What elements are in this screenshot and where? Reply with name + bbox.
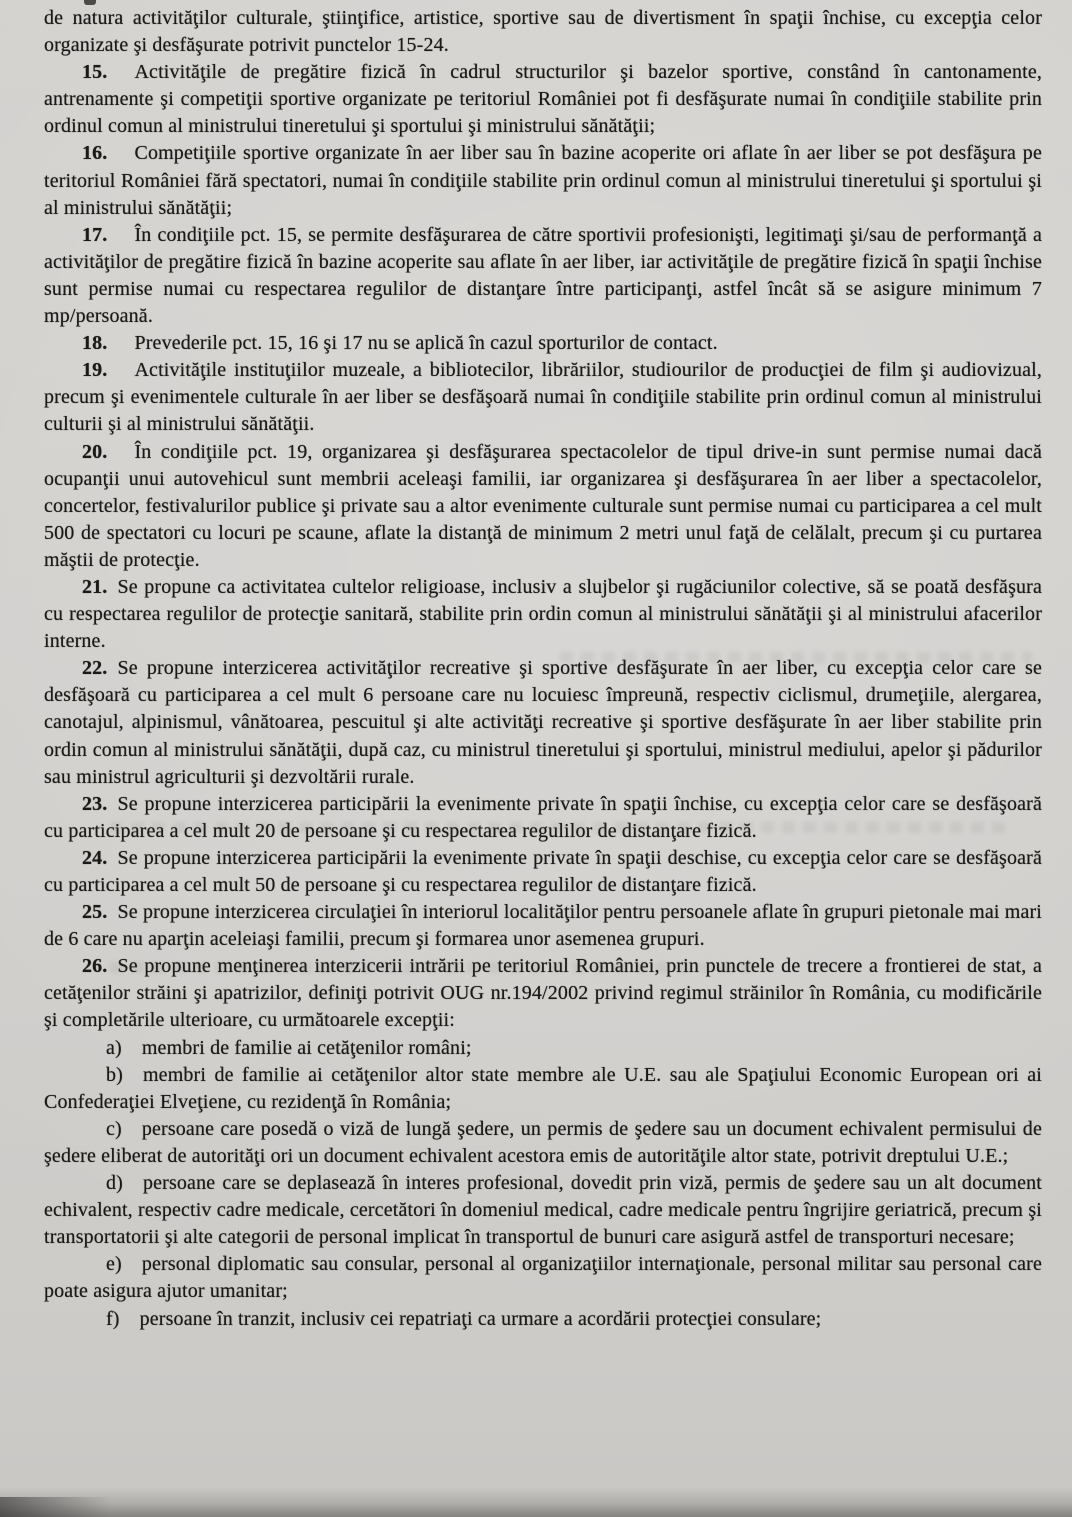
point-25 <box>44 899 1042 953</box>
point-number: 16. <box>82 142 108 165</box>
subpoint-letter: a) <box>106 1036 122 1059</box>
paragraph-text: de natura activităţilor culturale, ştiinţifice, artistice, sportive sau de divertisment în spaţii închise, cu excepţia celor organizate şi desfăşurate potrivit punctelor 15-24. <box>44 7 1042 57</box>
point-number: 22. <box>82 657 108 680</box>
scan-bottom-corner-shadow <box>0 1497 110 1517</box>
point-15 <box>44 59 1042 140</box>
point-text: Activităţile de pregătire fizică în cadrul structurilor şi bazelor sportive, constând în cantonamente, antrenamente şi competiţii sportive organizate pe teritoriul României pot fi desfăşurate numai în condiţiile stabilite prin ordinul comun al ministrului tineretului şi sportului şi ministrului sănătăţii; <box>44 61 1042 138</box>
point-19 <box>44 357 1042 438</box>
point-number: 18. <box>82 332 108 355</box>
document-text-block <box>44 5 1042 1333</box>
point-16 <box>44 140 1042 221</box>
point-26 <box>44 953 1042 1034</box>
point-20 <box>44 439 1042 574</box>
subpoint-text: membri de familie ai cetăţenilor români; <box>141 1036 472 1059</box>
point-number: 24. <box>82 846 108 869</box>
subpoint-letter: c) <box>106 1117 122 1140</box>
subpoint-letter: e) <box>106 1253 122 1276</box>
subpoint-e <box>44 1251 1042 1305</box>
subpoint-text: persoane care posedă o viză de lungă şedere, un permis de şedere sau un document echivalent permisului de şedere eliberat de autorităţi ori un document echivalent acestora emis de autorităţile altor state, potrivit dreptului U.E.; <box>44 1117 1042 1167</box>
point-number: 21. <box>82 575 108 598</box>
point-24 <box>44 845 1042 899</box>
subpoint-letter: f) <box>106 1307 120 1330</box>
point-text: În condiţiile pct. 19, organizarea şi desfăşurarea spectacolelor de tipul drive-in sunt permise numai dacă ocupanţii unui autovehicul sunt membrii aceleaşi familii, iar organizarea şi desfăşurarea în aer liber a spectacolelor, concertelor, festivalurilor publice şi private sau a altor evenimente culturale sunt permise numai cu participarea a cel mult 500 de spectatori cu locuri pe scaune, aflate la distanţă de minimum 2 metri unul faţă de celălalt, precum şi cu purtarea măştii de protecţie. <box>44 440 1042 571</box>
point-text: Se propune menţinerea interzicerii intrării pe teritoriul României, prin punctele de trecere a frontierei de stat, a cetăţenilor străini şi apatrizilor, definiţi potrivit OUG nr.194/2002 privind regimul străinilor în România, cu modificările şi completările ulterioare, cu următoarele excepţii: <box>44 955 1042 1032</box>
point-number: 25. <box>82 901 108 924</box>
point-text: Se propune ca activitatea cultelor religioase, inclusiv a slujbelor şi rugăciunilor colective, să se poată desfăşura cu respectarea regulilor de protecţie sanitară, stabilite prin ordin comun al ministrului sănătăţii şi al ministrului afacerilor interne. <box>44 575 1042 653</box>
point-number: 26. <box>82 955 108 978</box>
point-23 <box>44 791 1042 845</box>
subpoint-d <box>44 1170 1042 1251</box>
paragraph-continuation <box>44 5 1042 59</box>
subpoint-text: persoane care se deplasează în interes profesional, dovedit prin viză, permis de şedere sau un alt document echivalent, respectiv cadre medicale, cercetători în domeniul medical, cadre medicale pentru îngrijire geriatrică, precum şi transportatorii şi alte categorii de personal implicat în transportul de bunuri care asigură astfel de transporturi necesare; <box>44 1172 1042 1249</box>
point-number: 17. <box>82 223 108 246</box>
point-18 <box>44 330 1042 357</box>
scan-bottom-shadow <box>0 1487 1072 1517</box>
point-number: 15. <box>82 61 108 84</box>
point-22 <box>44 655 1042 790</box>
point-text: Se propune interzicerea circulaţiei în interiorul localităţilor pentru persoanele aflate în grupuri pietonale mai mari de 6 care nu aparţin aceleiaşi familii, precum şi formarea unor asemenea grupuri. <box>44 901 1042 951</box>
point-text: Activităţile instituţiilor muzeale, a bibliotecilor, librăriilor, studiourilor de producţiei de film şi audiovizual, precum şi evenimentele culturale în aer liber se desfăşoară numai în condiţiile stabilite prin ordinul comun al ministrului culturii şi al ministrului sănătăţii. <box>44 359 1042 436</box>
subpoint-letter: d) <box>106 1172 123 1195</box>
subpoint-a <box>44 1035 1042 1062</box>
point-text: Se propune interzicerea participării la evenimente private în spaţii închise, cu excepţia celor care se desfăşoară cu participarea a cel mult 20 de persoane şi cu respectarea regulilor de distanţare fizică. <box>44 792 1042 842</box>
subpoint-c <box>44 1116 1042 1170</box>
point-text: Se propune interzicerea participării la evenimente private în spaţii deschise, cu excepţia celor care se desfăşoară cu participarea a cel mult 50 de persoane şi cu respectarea regulilor de distanţare fizică. <box>44 846 1042 896</box>
subpoint-b <box>44 1062 1042 1116</box>
subpoint-text: membri de familie ai cetăţenilor altor state membre ale U.E. sau ale Spaţiului Economic European ori ai Confederaţiei Elveţiene, cu rezidenţă în România; <box>44 1063 1042 1113</box>
point-text: Prevederile pct. 15, 16 şi 17 nu se aplică în cazul sporturilor de contact. <box>134 332 718 355</box>
point-number: 19. <box>82 359 108 382</box>
point-number: 20. <box>82 440 108 463</box>
subpoint-letter: b) <box>106 1063 123 1086</box>
subpoint-f <box>44 1306 1042 1333</box>
point-17 <box>44 222 1042 330</box>
point-number: 23. <box>82 792 108 815</box>
point-text: În condiţiile pct. 15, se permite desfăşurarea de către sportivii profesionişti, legitimaţi şi/sau de performanţă a activităţilor de pregătire fizică în bazine acoperite sau aflate în aer liber, iar activităţile de pregătire fizică în spaţii închise sunt permise numai cu respectarea regulilor de distanţare între participanţi, astfel încât să se asigure minimum 7 mp/persoană. <box>44 223 1042 328</box>
point-text: Competiţiile sportive organizate în aer liber sau în bazine acoperite ori aflate în aer liber se pot desfăşura pe teritoriul României fără spectatori, numai în condiţiile stabilite prin ordinul comun al ministrului tineretului şi sportului şi al ministrului sănătăţii; <box>44 142 1042 219</box>
point-21 <box>44 574 1042 655</box>
subpoint-text: personal diplomatic sau consular, personal al organizaţiilor internaţionale, personal militar sau personal care poate asigura ajutor umanitar; <box>44 1253 1042 1303</box>
point-text: Se propune interzicerea activităţilor recreative şi sportive desfăşurate în aer liber, cu excepţia celor care se desfăşoară cu participarea a cel mult 6 persoane care nu locuiesc împreună, respectiv ciclismul, drumeţiile, alergarea, canotajul, alpinismul, vânătoarea, pescuitul şi alte activităţi recreative şi sportive desfăşurate în aer liber stabilite prin ordin comun al ministrului sănătăţii, după caz, cu ministrul tineretului şi sportului, ministrul mediului, apelor şi pădurilor sau ministrul agriculturii şi dezvoltării rurale. <box>44 657 1042 788</box>
subpoint-text: persoane în tranzit, inclusiv cei repatriaţi ca urmare a acordării protecţiei consulare; <box>139 1307 822 1330</box>
